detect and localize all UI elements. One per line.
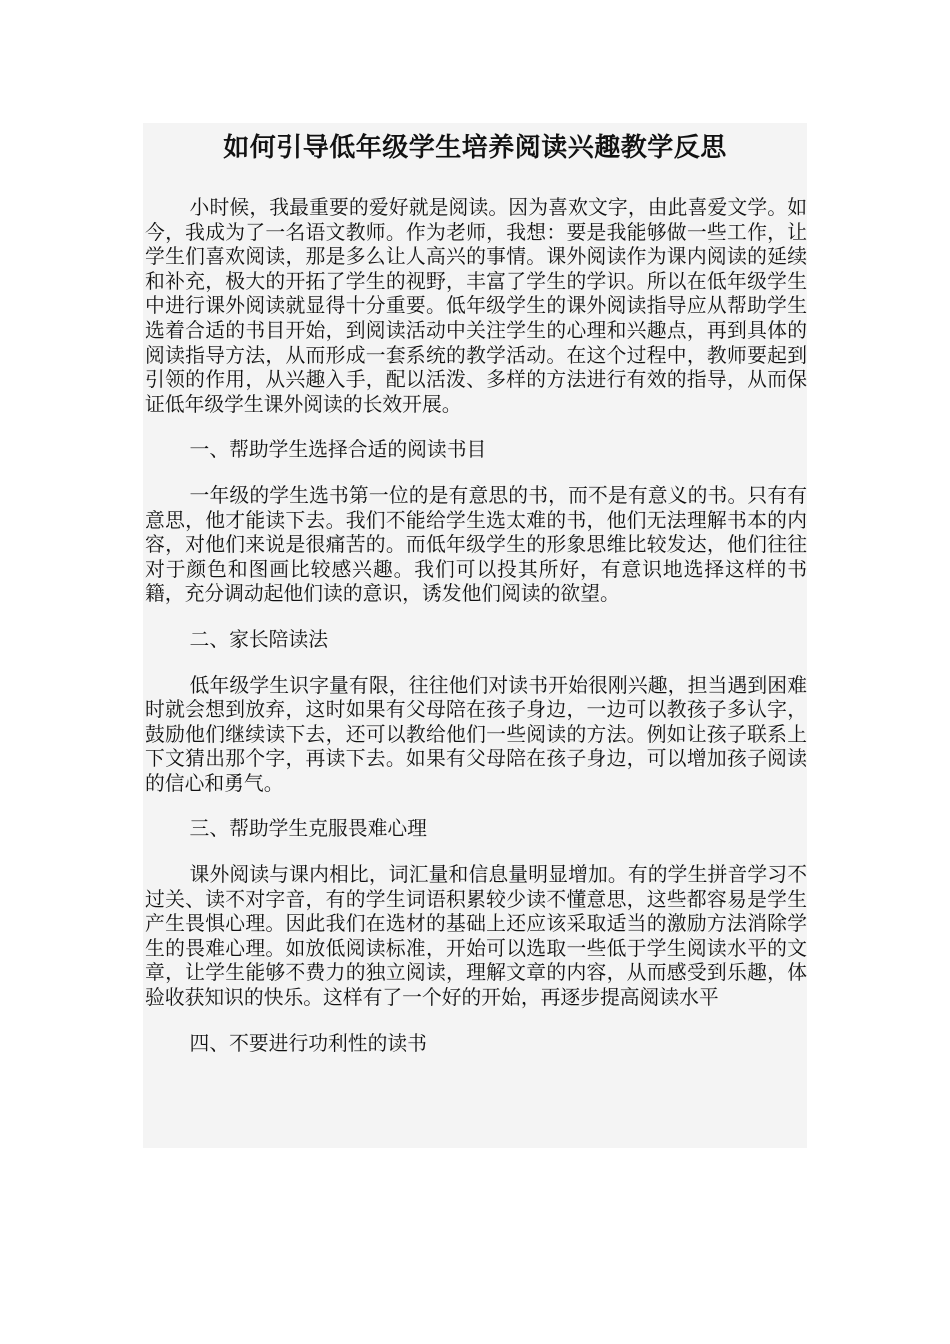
section-2-paragraph: 低年级学生识字量有限，往往他们对读书开始很刚兴趣，担当遇到困难时就会想到放弃，这时如果有父母陪在孩子身边，一边可以教孩子多认字，鼓励他们继续读下去，还可以教给他们一些阅读的方法。例如让孩子联系上下文猜出那个字，再读下去。如果有父母陪在孩子身边，可以增加孩子阅读的信心和勇气。: [145, 673, 807, 795]
section-heading-2: 二、家长陪读法: [189, 627, 329, 651]
section-heading-4: 四、不要进行功利性的读书: [189, 1031, 427, 1055]
section-heading-3: 三、帮助学生克服畏难心理: [189, 817, 427, 841]
document-body: [145, 196, 807, 1077]
intro-paragraph: 小时候，我最重要的爱好就是阅读。因为喜欢文字，由此喜爱文学。如今，我成为了一名语文教师。作为老师，我想：要是我能够做一些工作，让学生们喜欢阅读，那是多么让人高兴的事情。课外阅读作为课内阅读的延续和补充，极大的开拓了学生的视野，丰富了学生的学识。所以在低年级学生中进行课外阅读就显得十分重要。低年级学生的课外阅读指导应从帮助学生选着合适的书目开始，到阅读活动中关注学生的心理和兴趣点，再到具体的阅读指导方法，从而形成一套系统的教学活动。在这个过程中，教师要起到引领的作用，从兴趣入手，配以活泼、多样的方法进行有效的指导，从而保证低年级学生课外阅读的长效开展。: [145, 196, 807, 416]
section-heading-1: 一、帮助学生选择合适的阅读书目: [189, 438, 487, 462]
document-title: 如何引导低年级学生培养阅读兴趣教学反思: [223, 133, 727, 163]
section-3-paragraph: 课外阅读与课内相比，词汇量和信息量明显增加。有的学生拼音学习不过关、读不对字音，有的学生词语积累较少读不懂意思，这些都容易是学生产生畏惧心理。因此我们在选材的基础上还应该采取适当的激励方法消除学生的畏难心理。如放低阅读标准，开始可以选取一些低于学生阅读水平的文章，让学生能够不费力的独立阅读，理解文章的内容，从而感受到乐趣，体验收获知识的快乐。这样有了一个好的开始，再逐步提高阅读水平: [145, 863, 807, 1010]
section-1-paragraph: 一年级的学生选书第一位的是有意思的书，而不是有意义的书。只有有意思，他才能读下去。我们不能给学生选太难的书，他们无法理解书本的内容，对他们来说是很痛苦的。而低年级学生的形象思维比较发达，他们往往对于颜色和图画比较感兴趣。我们可以投其所好，有意识地选择这样的书籍，充分调动起他们读的意识，诱发他们阅读的欲望。: [145, 483, 807, 606]
